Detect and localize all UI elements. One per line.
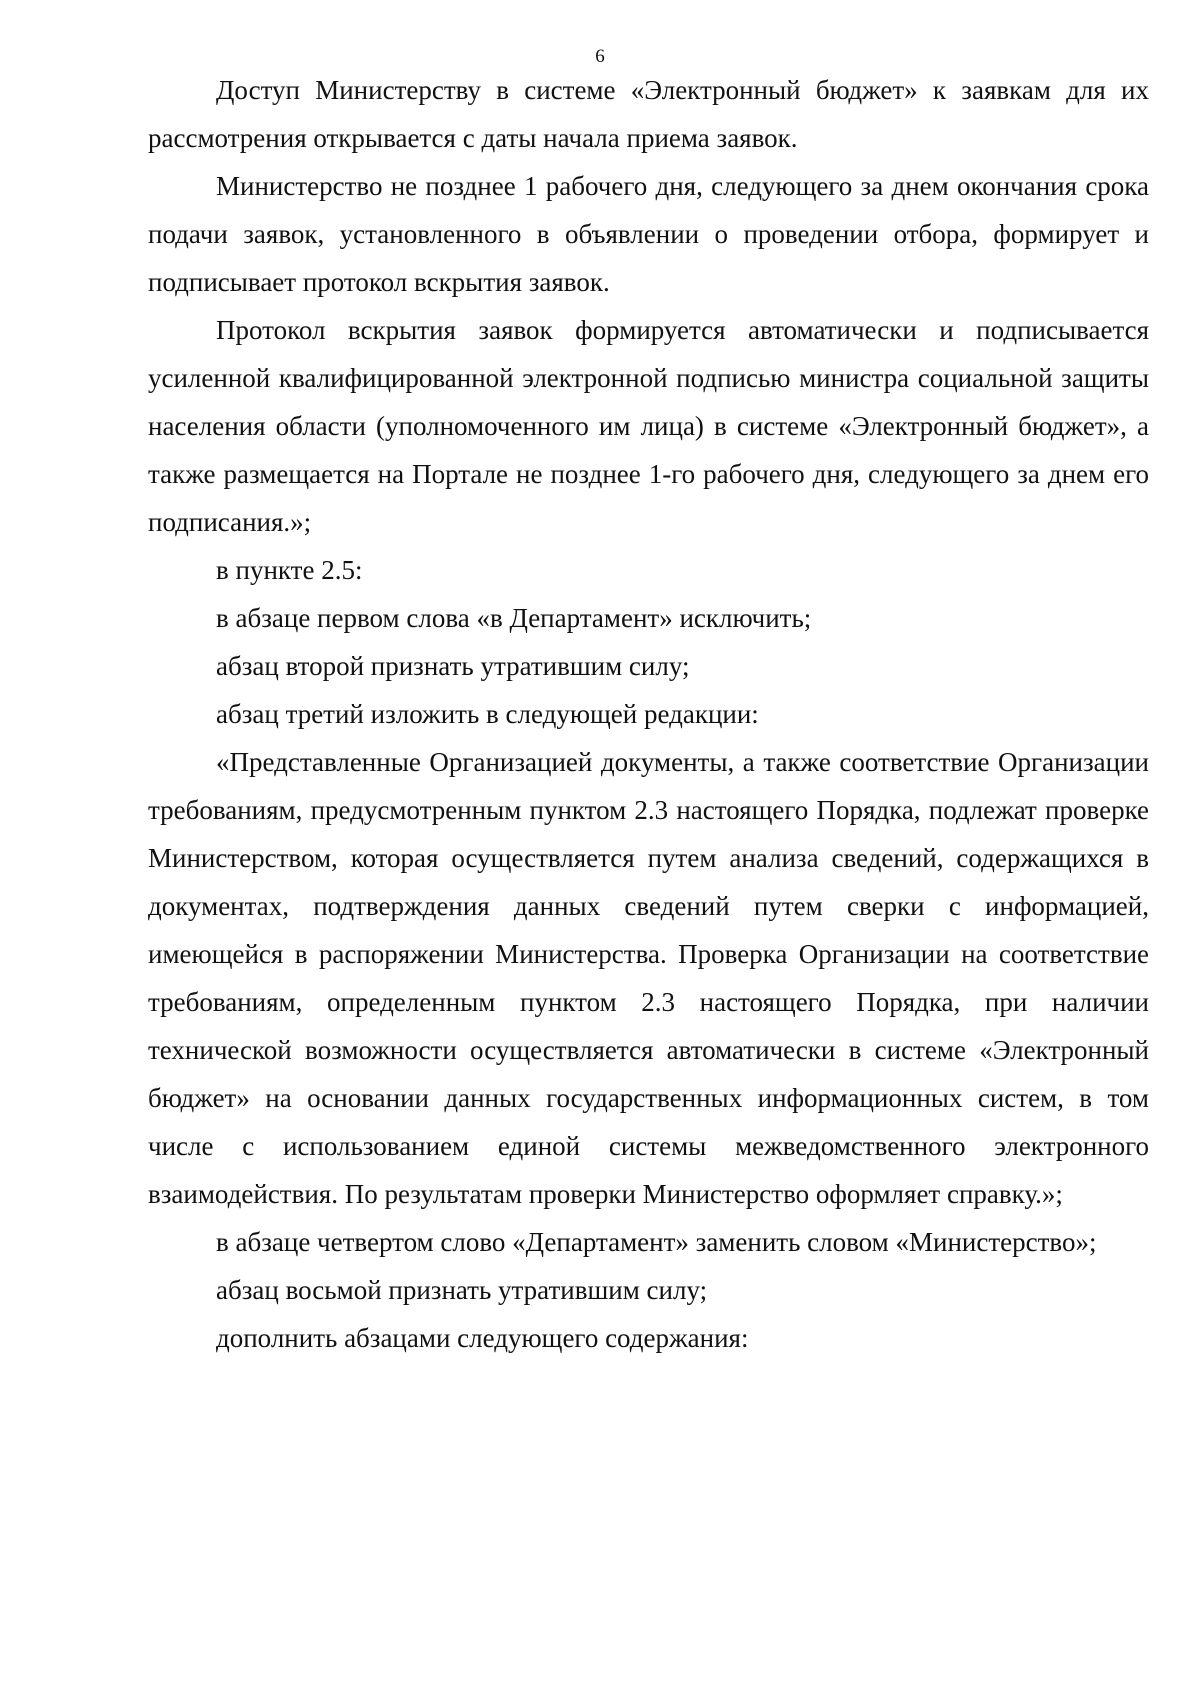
paragraph-protocol-signing: Протокол вскрытия заявок формируется автоматически и подписывается усиленной квалифицированной электронной подписью министра социальной защиты населения области (уполномоченного им лица) в системе «Электронный бюджет», а также размещается на Портале не позднее 1-го рабочего дня, следующего за днем его подписания.»; — [148, 315, 1149, 537]
paragraph-point-2-5: в пункте 2.5: — [216, 555, 363, 585]
paragraph-access: Доступ Министерству в системе «Электронный бюджет» к заявкам для их рассмотрения открывается с даты начала приема заявок. — [148, 75, 1149, 153]
paragraph-abzac-1: в абзаце первом слова «в Департамент» исключить; — [216, 603, 812, 633]
paragraph-abzac-8: абзац восьмой признать утратившим силу; — [216, 1275, 708, 1305]
page-number: 6 — [595, 46, 605, 67]
paragraph-abzac-3: абзац третий изложить в следующей редакции: — [216, 699, 759, 729]
paragraph-new-abzac-3-text: «Представленные Организацией документы, а также соответствие Организации требованиям, предусмотренным пунктом 2.3 настоящего Порядка, подлежат проверке Министерством, которая осуществляется путем анализа сведений, содержащихся в документах, подтверждения данных сведений путем сверки с информацией, имеющейся в распоряжении Министерства. Проверка Организации на соответствие требованиям, определенным пунктом 2.3 настоящего Порядка, при наличии технической возможности осуществляется автоматически в системе «Электронный бюджет» на основании данных государственных информационных систем, в том числе с использованием единой системы межведомственного электронного взаимодействия. По результатам проверки Министерство оформляет справку.»; — [148, 747, 1149, 1209]
document-body — [148, 66, 1149, 1362]
paragraph-supplement: дополнить абзацами следующего содержания: — [216, 1323, 749, 1353]
paragraph-abzac-2: абзац второй признать утратившим силу; — [216, 651, 690, 681]
paragraph-ministry-protocol: Министерство не позднее 1 рабочего дня, следующего за днем окончания срока подачи заявок, установленного в объявлении о проведении отбора, формирует и подписывает протокол вскрытия заявок. — [148, 171, 1149, 297]
paragraph-abzac-4: в абзаце четвертом слово «Департамент» заменить словом «Министерство»; — [216, 1227, 1097, 1257]
